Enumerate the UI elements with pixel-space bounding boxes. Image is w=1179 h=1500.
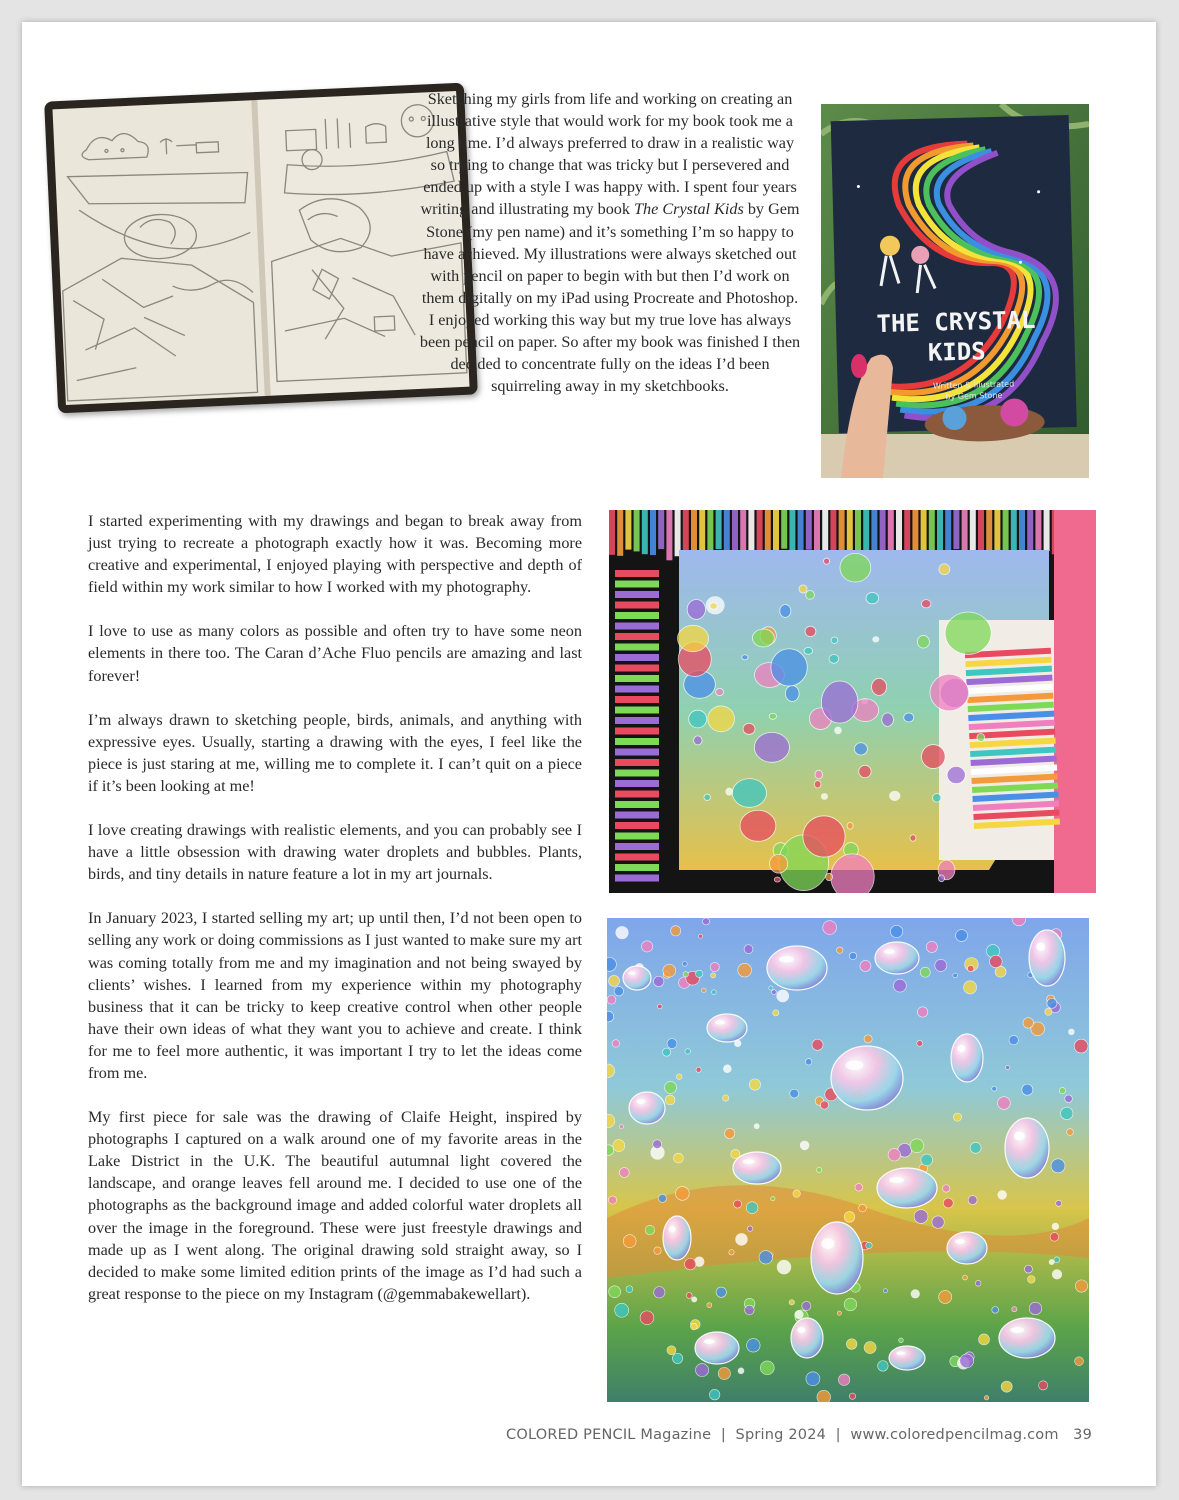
- cover-credit-line1: Written & Illustrated: [932, 379, 1015, 391]
- book-title: The Crystal Kids: [634, 200, 744, 219]
- body-paragraph: I love to use as many colors as possible and often try to have some neon elements in there too. The Caran d’Ache Fluo pencils are amazing and last forever!: [88, 622, 582, 685]
- book-cover-photo: [821, 104, 1089, 478]
- page-footer: COLORED PENCIL Magazine | Spring 2024 | www.coloredpencilmag.com 39: [506, 1427, 1092, 1443]
- body-paragraph: I started experimenting with my drawings and began to break away from just trying to recreate a photograph exactly how it was. Becoming more creative and experimental, I enjoyed playing with perspective and depth of field within my work similar to how I worked with my photography.: [88, 512, 582, 597]
- footer-issue: Spring 2024: [735, 1427, 827, 1443]
- magazine-page: [22, 22, 1156, 1486]
- body-paragraph: I love creating drawings with realistic elements, and you can probably see I have a little obsession with drawing water droplets and bubbles. Plants, birds, and tiny details in nature feature a lot in my art journals.: [88, 821, 582, 884]
- water-droplets-drawing: [607, 918, 1089, 1402]
- body-paragraph: My first piece for sale was the drawing of Claife Height, inspired by photographs I captured on a walk around one of my favorite areas in the Lake District in the U.K. The beautiful autumnal light covered the landscape, and orange leaves fell around me. I decided to use one of the photographs as the background image and added colorful water droplets all over the image in the foreground. These were just freestyle drawings and made up as I went along. The original drawing sold straight away, so I decided to make some limited edition prints of the image as I’d had such a great response to the piece on my Instagram (@gemmabakewellart).: [88, 1108, 582, 1303]
- cover-title-line1: THE CRYSTAL: [876, 305, 1036, 339]
- cover-credit-line2: by Gem Stone: [945, 390, 1003, 402]
- footer-magazine: COLORED PENCIL Magazine: [506, 1427, 712, 1443]
- main-column: [88, 510, 582, 1327]
- intro-text-after-title: by Gem Stone (my pen name) and it’s something I’m so happy to have achieved. My illustrations were always sketched out with pencil on paper to begin with but then I’d work on them digitally on my iPad using Procreate and Photoshop. I enjoyed working this way but my true love has always been pencil on paper. So after my book was finished I then decided to concentrate fully on the ideas I’d been squirreling away in my sketchbooks.: [419, 200, 801, 396]
- pencils-and-drawing-photo: [609, 510, 1096, 893]
- footer-page-number: 39: [1073, 1427, 1092, 1443]
- footer-url: www.coloredpencilmag.com: [850, 1427, 1059, 1443]
- intro-text-before-title: Sketching my girls from life and working on creating an illustrative style that would work for my book took me a long time. I’d always preferred to draw in a realistic way so trying to change that was tricky but I persevered and ended up with a style I was happy with. I spent four years writing and illustrating my book: [420, 90, 797, 219]
- body-paragraph: I’m always drawn to sketching people, birds, animals, and anything with expressive eyes. Usually, starting a drawing with the eyes, I feel like the piece is just staring at me, willing me to complete it. I can’t quit on a piece if it’s been looking at me!: [88, 710, 582, 795]
- intro-paragraph: [418, 88, 802, 397]
- body-paragraph: In January 2023, I started selling my art; up until then, I’d not been open to selling any work or doing commissions as I just wanted to make sure my art was coming totally from me and my imagination and not being swayed by clients’ wishes. I learned from my experience within my photography business that it can be tricky to keep creative control when other people have their own ideas of what they want you to achieve and create. I think for me to feel more authentic, it was important I try to let the ideas come from me.: [88, 909, 582, 1082]
- cover-title-line2: KIDS: [927, 337, 987, 367]
- sketchbook-image: [44, 83, 478, 414]
